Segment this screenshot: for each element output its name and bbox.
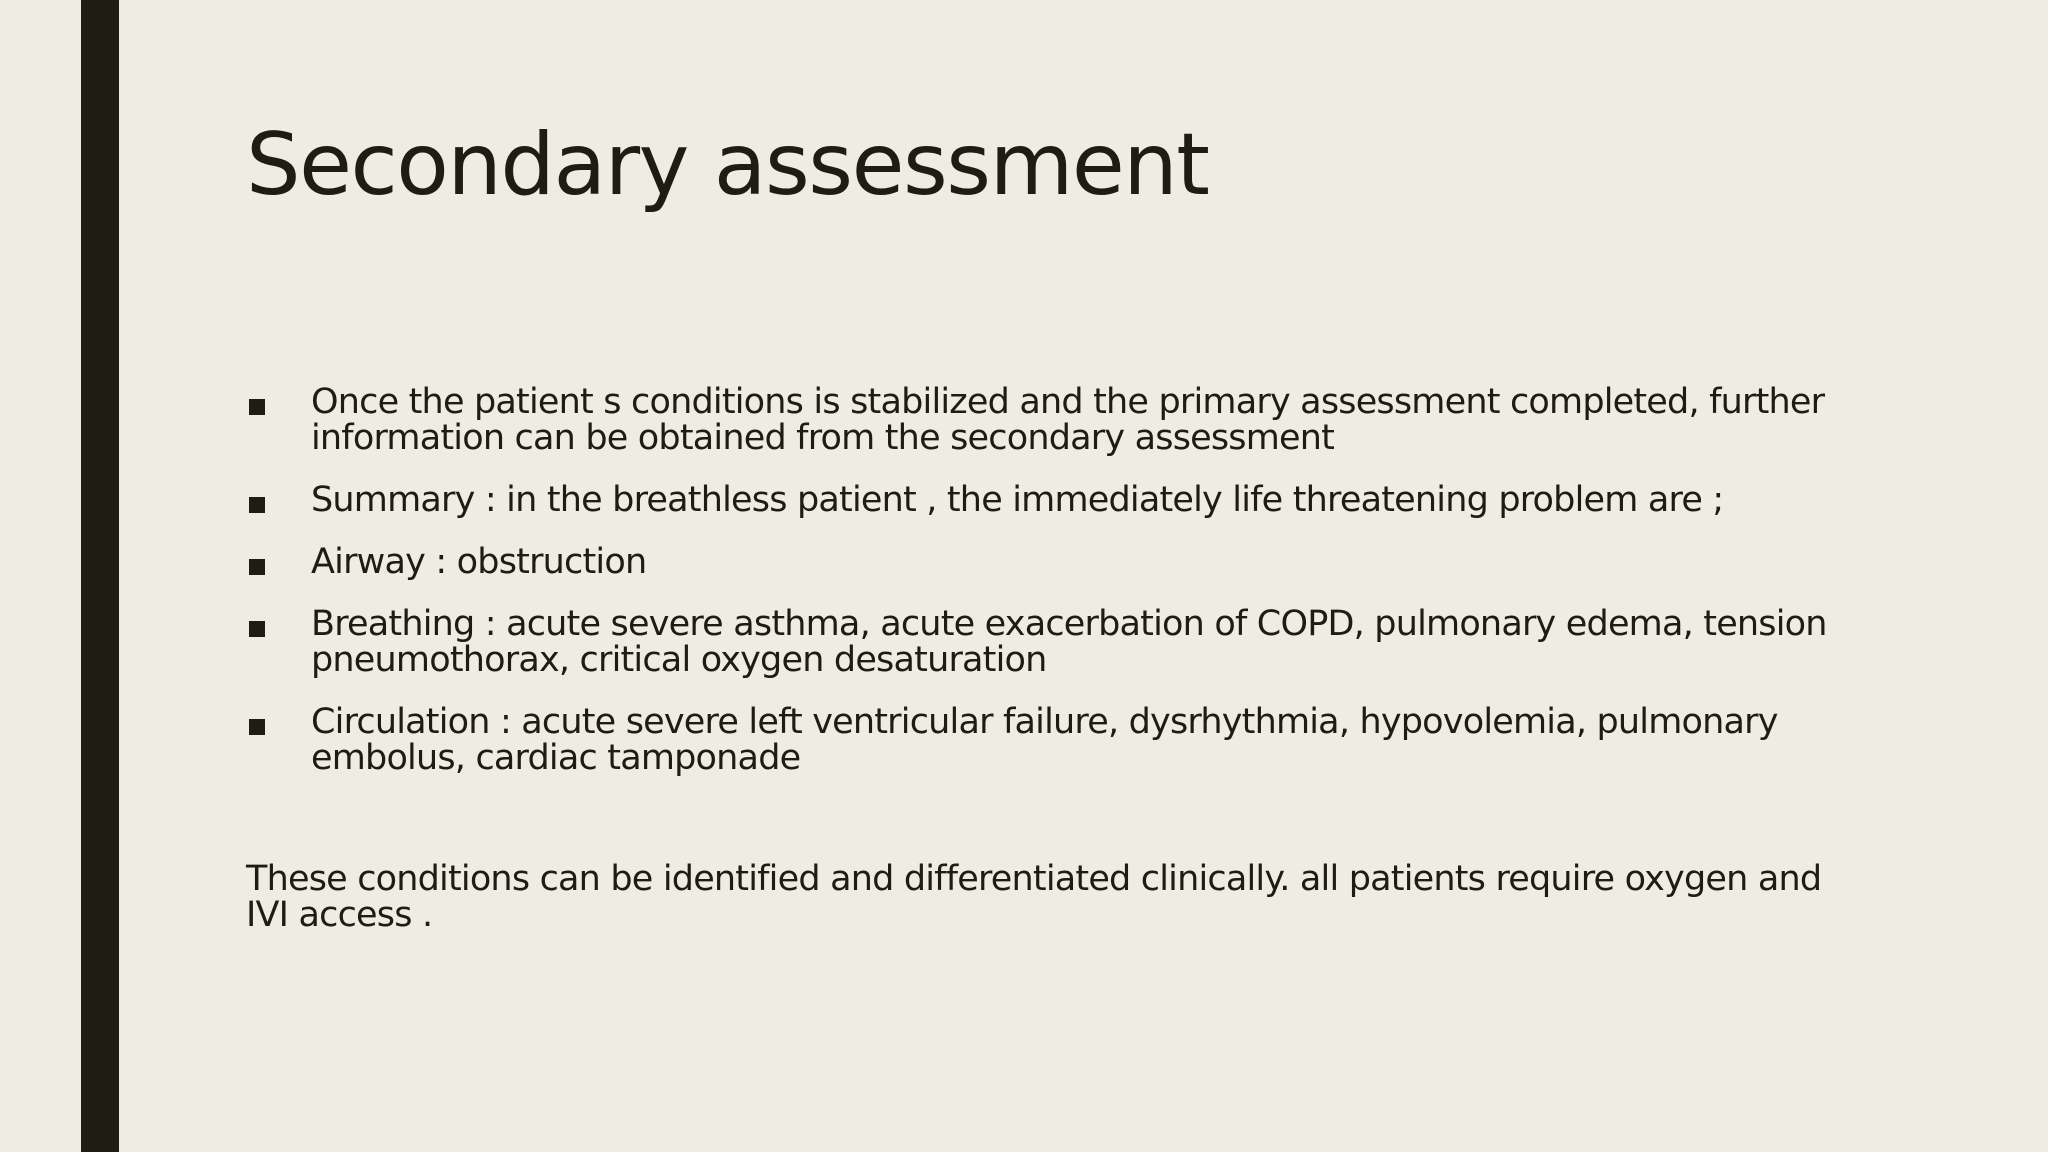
bullet-item bbox=[246, 704, 1836, 776]
bullet-item bbox=[246, 482, 1836, 518]
square-bullet-icon bbox=[249, 399, 265, 415]
bullet-text: Summary : in the breathless patient , the immediately life threatening problem are ; bbox=[311, 480, 1724, 520]
closing-paragraph: These conditions can be identified and differentiated clinically. all patients require oxygen and IVI access . bbox=[246, 859, 1822, 935]
bullet-list bbox=[246, 384, 1836, 802]
bullet-text: Once the patient s conditions is stabilized and the primary assessment completed, further information can be obtained from the secondary assessment bbox=[311, 382, 1825, 458]
slide-title: Secondary assessment bbox=[246, 115, 1209, 215]
bullet-text: Breathing : acute severe asthma, acute exacerbation of COPD, pulmonary edema, tension pneumothorax, critical oxygen desaturation bbox=[311, 604, 1827, 680]
square-bullet-icon bbox=[249, 621, 265, 637]
square-bullet-icon bbox=[249, 559, 265, 575]
accent-bar bbox=[81, 0, 119, 1152]
bullet-item bbox=[246, 606, 1836, 678]
bullet-text: Airway : obstruction bbox=[311, 542, 647, 582]
bullet-item bbox=[246, 384, 1836, 456]
bullet-item bbox=[246, 544, 1836, 580]
square-bullet-icon bbox=[249, 497, 265, 513]
square-bullet-icon bbox=[249, 719, 265, 735]
bullet-text: Circulation : acute severe left ventricular failure, dysrhythmia, hypovolemia, pulmonary embolus, cardiac tamponade bbox=[311, 702, 1778, 778]
